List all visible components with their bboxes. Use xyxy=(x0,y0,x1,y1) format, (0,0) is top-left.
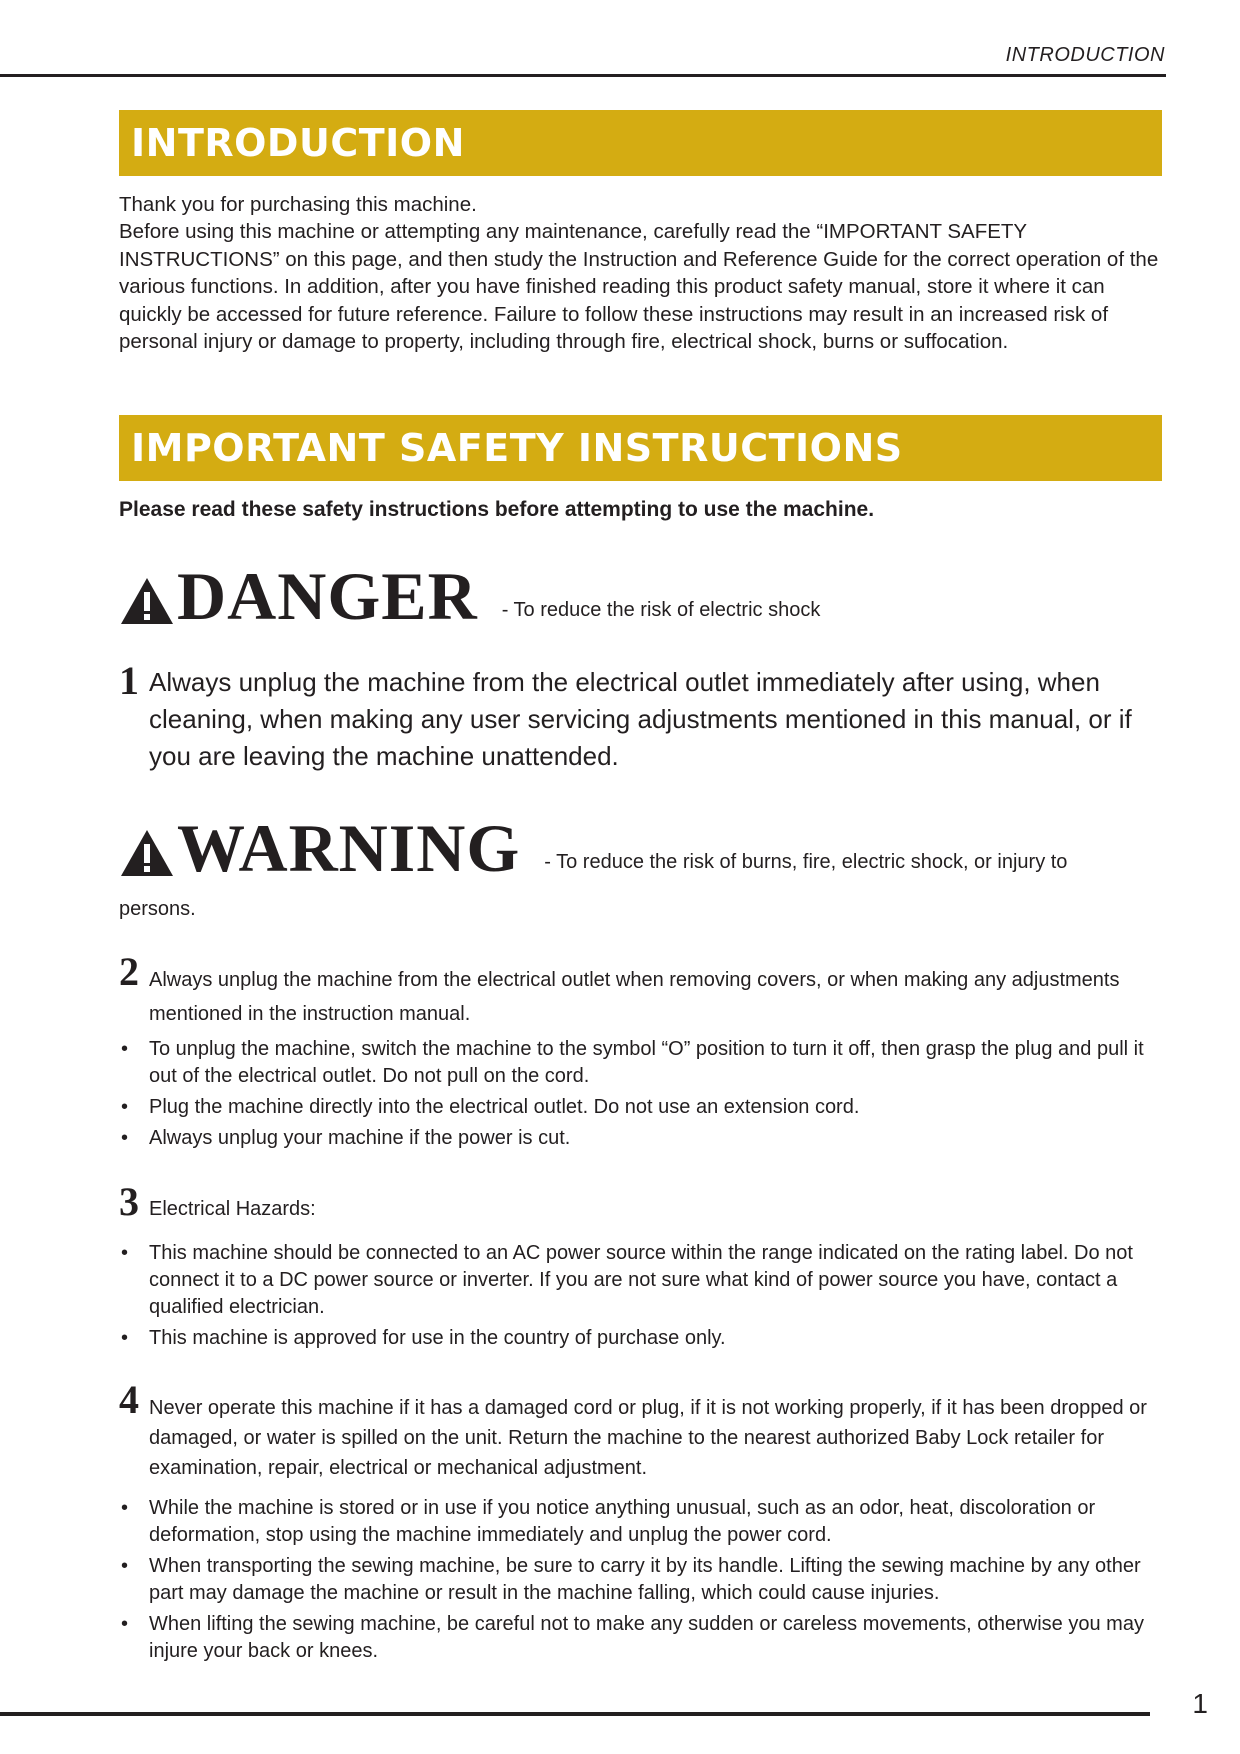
item-number: 4 xyxy=(119,1377,139,1422)
list-item: • Plug the machine directly into the electrical outlet. Do not use an extension cord. xyxy=(119,1094,1164,1121)
introduction-banner: INTRODUCTION xyxy=(119,110,1162,176)
top-rule xyxy=(0,74,1166,77)
bottom-rule xyxy=(0,1712,1150,1716)
list-item: • To unplug the machine, switch the machine to the symbol “O” position to turn it off, then grasp the plug and pull it out of the electrical outlet. Do not pull on the cord. xyxy=(119,1036,1164,1090)
safety-banner: IMPORTANT SAFETY INSTRUCTIONS xyxy=(119,415,1162,481)
page-number: 1 xyxy=(1192,1688,1208,1719)
warning-word: WARNING xyxy=(177,810,521,886)
safety-lead: Please read these safety instructions before attempting to use the machine. xyxy=(119,498,875,521)
list-item: • This machine should be connected to an AC power source within the range indicated on the rating label. Do not connect it to a DC power source or inverter. If you are not sure what kind of power source you have, contact a qualified electrician. xyxy=(119,1240,1164,1321)
intro-paragraph xyxy=(119,191,1164,355)
intro-body: Before using this machine or attempting any maintenance, carefully read the “IMPORTANT SAFETY INSTRUCTIONS” on this page, and then study the Instruction and Reference Guide for the correct operation of the various functions. In addition, after you have finished reading this product safety manual, store it where it can quickly be accessed for future reference. Failure to follow these instructions may result in an increased risk of personal injury or damage to property, including through fire, electrical shock, burns or suffocation. xyxy=(119,220,1159,354)
list-item: • While the machine is stored or in use if you notice anything unusual, such as an odor, heat, discoloration or deformation, stop using the machine immediately and unplug the power cord. xyxy=(119,1495,1164,1549)
warning-triangle-icon xyxy=(119,828,175,878)
warning-note-continued: persons. xyxy=(119,898,196,920)
item-4 xyxy=(119,1377,1164,1483)
item-number: 3 xyxy=(119,1179,139,1224)
item-text: Always unplug the machine from the electrical outlet immediately after using, when cleaning, when making any user servicing adjustments mentioned in this manual, or if you are leaving the machine unattended. xyxy=(149,667,1132,771)
warning-heading xyxy=(119,810,1068,886)
list-item: • When transporting the sewing machine, be sure to carry it by its handle. Lifting the sewing machine by any other part may damage the machine or result in the machine falling, which could cause injuries. xyxy=(119,1553,1164,1607)
danger-heading xyxy=(119,558,821,634)
list-item: • When lifting the sewing machine, be careful not to make any sudden or careless movements, otherwise you may injure your back or knees. xyxy=(119,1611,1164,1665)
item-2 xyxy=(119,949,1164,1031)
list-item: • This machine is approved for use in the country of purchase only. xyxy=(119,1325,1164,1352)
warning-note: - To reduce the risk of burns, fire, electric shock, or injury to xyxy=(544,851,1068,873)
warning-triangle-icon xyxy=(119,576,175,626)
item-1 xyxy=(119,658,1164,775)
list-item: • Always unplug your machine if the power is cut. xyxy=(119,1125,1164,1152)
danger-note: - To reduce the risk of electric shock xyxy=(501,599,821,621)
running-head: INTRODUCTION xyxy=(1005,44,1165,66)
danger-word: DANGER xyxy=(177,558,478,634)
item-text: Always unplug the machine from the electrical outlet when removing covers, or when making any adjustments mentioned in the instruction manual. xyxy=(149,969,1120,1025)
item-2-bullets xyxy=(119,1036,1164,1156)
item-text: Electrical Hazards: xyxy=(149,1198,316,1220)
item-number: 2 xyxy=(119,949,139,994)
item-3 xyxy=(119,1179,1164,1224)
item-text: Never operate this machine if it has a damaged cord or plug, if it is not working properly, if it has been dropped or damaged, or water is spilled on the unit. Return the machine to the nearest authorized Baby Lock retailer for examination, repair, electrical or mechanical adjustment. xyxy=(149,1397,1147,1479)
item-number: 1 xyxy=(119,658,139,703)
item-3-bullets xyxy=(119,1240,1164,1356)
intro-line-1: Thank you for purchasing this machine. xyxy=(119,193,477,216)
item-4-bullets xyxy=(119,1495,1164,1669)
